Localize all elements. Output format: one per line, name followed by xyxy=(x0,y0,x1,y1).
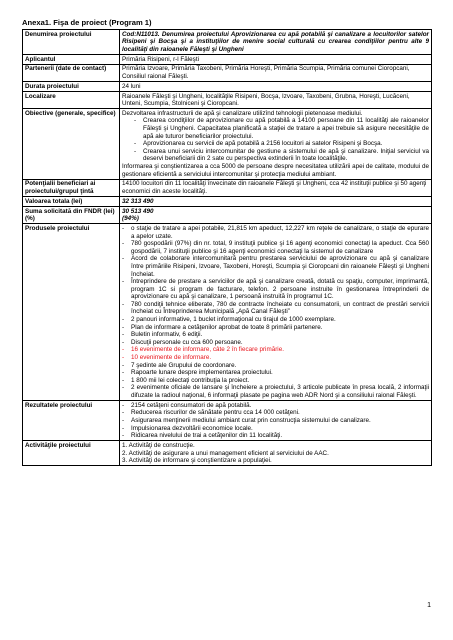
list-item: - Asigurarea menţinerii mediului ambiant curat prin construcţia sistemului de canalizare. xyxy=(122,417,429,425)
objective-item: Aprovizionarea cu servicii de apă potabilă a 2156 locuitori ai satelor Risipeni şi Bocşa. xyxy=(143,140,383,148)
row-label-produse: Produsele proiectului xyxy=(23,224,120,401)
objectives-intro: Dezvoltarea infrastructurii de apă şi canalizare utilizînd tehnologii pietenoase mediului. xyxy=(122,109,363,117)
product-item: 780 gospodării (97%) din nr. total, 9 instituţii publice şi 16 agenţi economici conectaţi la apeduct. Cca 560 gospodării, 7 instituţii publice şi 16 agenţi economici conectaţi la sistemul de canalizare xyxy=(131,240,429,255)
list-item: - 1 800 mii lei colectaţi contribuţia la proiect. xyxy=(122,377,429,385)
beneficiaries-value: 14100 locuitori din 11 localităţi învecinate din raioanele Făleşti şi Ungheni, cca 42 instituţii publice şi 50 agenţi economici din aceste localităţi. xyxy=(120,179,432,196)
activities-cell xyxy=(120,441,432,466)
product-item-highlighted: 16 evenimente de informare, câte 2 în fiecare primărie. xyxy=(131,346,284,354)
activity-item: 1. Activităţi de construcţie. xyxy=(122,441,195,449)
product-item: 7 şedinte ale Grupului de coordonare. xyxy=(131,361,237,369)
list-item: - o staţie de tratare a apei potabile, 21,815 km apeduct, 12,227 km reţele de canalizare, o staţie de epurare a apelor uzate. xyxy=(122,224,429,240)
list-item: - Plan de informare a cetăţenilor aprobat de toate 8 primării partenere. xyxy=(122,324,429,332)
project-sheet-table xyxy=(22,29,432,466)
list-item: - Ridicarea nivelului de trai a cetăţenilor din 11 localităţi. xyxy=(122,432,429,440)
requested-amount-cell xyxy=(120,206,432,223)
project-title: Cod:N11013. Denumirea proiectului Aprovizionarea cu apă potabilă şi canalizare a locuitorilor satelor Risipeni şi Bocşa şi a instituţiilor de menire social culturală cu crearea condiţiilor pentru alte 9 localităţi din raioanele Făleşti şi Ungheni xyxy=(120,30,432,55)
list-item: - Rapoarte lunare despre implementarea proiectului. xyxy=(122,369,429,377)
product-item: 1 800 mii lei colectaţi contribuţia la proiect. xyxy=(131,376,250,384)
list-item: - Discuţii personale cu cca 600 persoane. xyxy=(122,339,429,347)
location-value: Raioanele Făleşti şi Ungheni, localităţile Risipeni, Bocşa, Izvoare, Taxobeni, Grubna, Horeşti, Lucăceni, Unteni, Scumpia, Stolniceni şi Cioropcani. xyxy=(120,91,432,108)
list-item: - 780 condiţii tehnice eliberate, 780 de contracte încheiate cu consumatorii, un contract de prestări servicii încheiat cu Întreprinderea Municipală „Apă Canal Făleşti” xyxy=(122,300,429,316)
list-item: - 2 panouri informative, 1 buclet informaţional cu tirajul de 1000 exemplare. xyxy=(122,316,429,324)
row-label-denumire: Denumirea proiectului xyxy=(23,30,120,55)
list-item: - Acord de colaborare intercomunitară pentru prestarea serviciului de aprovizionare cu apă şi canalizare între primăriile Risipeni, Izvoare, Taxobeni, Horeşti, Scumpia şi Cioropcani din raioanele Făleşti şi Ungheni încheiat. xyxy=(122,255,429,278)
list-item: - 7 şedinte ale Grupului de coordonare. xyxy=(122,362,429,370)
list-item: - Întreprindere de prestare a serviciilor de apă şi canalizare creată, dotată cu spaţiu, computer, imprimantă, program 1C si program de facturare, telefon. 2 persoane instruite în gestionarea întreprinderii de aprovizionare cu apă şi canalizare, 1 persoană instruită în programul 1C. xyxy=(122,278,429,301)
partners-value: Primăria Izvoare, Primăria Taxobeni, Primăria Horeşti, Primăria Scumpia, Primăria comunei Cioropcani, Consiliul raional Făleşti. xyxy=(120,64,432,81)
table-row xyxy=(23,224,432,401)
products-cell xyxy=(120,224,432,401)
row-label-aplicant: Aplicantul xyxy=(23,54,120,64)
total-value: 32 313 490 xyxy=(120,197,432,207)
list-item-highlighted: - 16 evenimente de informare, câte 2 în fiecare primărie. xyxy=(122,346,429,354)
row-label-beneficiari: Potenţialii beneficiari ai proiectului/grupul ţintă xyxy=(23,179,120,196)
list-item: - Reducerea riscurilor de sănătate pentru cca 14 000 cetăţeni. xyxy=(122,409,429,417)
row-label-activitati: Activităţile proiectului xyxy=(23,441,120,466)
row-label-obiective: Obiective (generale, specifice) xyxy=(23,109,120,180)
objective-item: Crearea condiţiilor de aprovizionare cu apă potabilă a 14100 persoane din 11 localităţi ale raioanelor Făleşti şi Ungheni. Capacitatea planificată a staţiei de tratare a apei trebuie să asigure necesităţile de apă ale tuturor beneficiarilor proiectului. xyxy=(143,117,429,140)
objective-item: Crearea unui serviciu intercomunitar de gestiune a sistemului de apă şi canalizare. Iniţial serviciul va deservi beneficiarii din 2 sate cu perspectiva extinderii în toate localităţile. xyxy=(143,147,429,163)
product-item: 2 evenimente oficiale de lansare şi încheiere a proiectului, 3 articole publicate în presa locală, 2 informaţii difuzate la radioul naţional, 6 informaţii plasate pe pagina web ADR Nord şi a consiliului raional Făleşti. xyxy=(131,384,429,399)
objectives-outro: Informarea şi conştientizarea a cca 5000 de persoane despre necesitatea utilizării apei de calitate, modului de gestionare eficientă a serviciului intercomunitar şi protecţia mediului ambiant. xyxy=(122,163,429,178)
list-item: - Crearea condiţiilor de aprovizionare cu apă potabilă a 14100 persoane din 11 localităţi ale raioanelor Făleşti şi Ungheni. Capacitatea planificată a staţiei de tratare a apei trebuie să asigure necesităţile de apă ale tuturor beneficiarilor proiectului. xyxy=(134,117,429,140)
applicant-value: Primăria Risipeni, r-l Făleşti xyxy=(120,54,432,64)
list-item: - 2 evenimente oficiale de lansare şi încheiere a proiectului, 3 articole publicate în presa locală, 2 informaţii difuzate la radioul naţional, 6 informaţii plasate pe pagina web ADR Nord şi a consiliului raional Făleşti. xyxy=(122,384,429,399)
product-item: 2 panouri informative, 1 buclet informaţional cu tirajul de 1000 exemplare. xyxy=(131,316,336,324)
product-item: Discuţii personale cu cca 600 persoane. xyxy=(131,338,243,346)
result-item: Impulsionarea dezvoltării economice locale. xyxy=(131,424,253,432)
page-number: 1 xyxy=(427,602,431,609)
row-label-parteneri: Partenerii (date de contact) xyxy=(23,64,120,81)
row-label-localizare: Localizare xyxy=(23,91,120,108)
list-item: - Crearea unui serviciu intercomunitar de gestiune a sistemului de apă şi canalizare. Iniţial serviciul va deservi beneficiarii din 2 sate cu perspectiva extinderii în toate localităţile. xyxy=(134,147,429,163)
row-label-rezultate: Rezultatele proiectului xyxy=(23,401,120,441)
table-row xyxy=(23,197,432,207)
list-item: - Aprovizionarea cu servicii de apă potabilă a 2156 locuitori ai satelor Risipeni şi Bocşa. xyxy=(122,140,429,148)
duration-value: 24 luni xyxy=(120,82,432,92)
list-item: - 2154 cetăţeni consumatori de apă potabilă. xyxy=(122,402,429,410)
result-item: 2154 cetăţeni consumatori de apă potabilă. xyxy=(131,401,252,409)
list-item: - Buletin informativ, 6 ediţii. xyxy=(122,331,429,339)
table-row xyxy=(23,179,432,196)
result-item: Ridicarea nivelului de trai a cetăţenilor din 11 localităţi. xyxy=(131,432,283,440)
row-label-valoare: Valoarea totala (lei) xyxy=(23,197,120,207)
result-item: Reducerea riscurilor de sănătate pentru cca 14 000 cetăţeni. xyxy=(131,409,300,417)
table-row xyxy=(23,401,432,441)
row-label-suma: Suma solicitată din FNDR (lei) (%) xyxy=(23,206,120,223)
table-row xyxy=(23,30,432,55)
product-item: o staţie de tratare a apei potabile, 21,815 km apeduct, 12,227 km reţele de canalizare, o staţie de epurare a apelor uzate. xyxy=(131,224,429,240)
activity-item: 3. Activităţi de informare şi conştientizare a populaţiei. xyxy=(122,457,272,465)
requested-amount: 30 513 490 xyxy=(122,207,154,215)
table-row xyxy=(23,82,432,92)
product-item: Întreprindere de prestare a serviciilor de apă şi canalizare creată, dotată cu spaţiu, computer, imprimantă, program 1C si program de facturare, telefon. 2 persoane instruite în gestionarea întreprinderii de aprovizionare cu apă şi canalizare, 1 persoană instruită în programul 1C. xyxy=(131,278,429,301)
product-item: Buletin informativ, 6 ediţii. xyxy=(131,331,203,339)
list-item: - 780 gospodării (97%) din nr. total, 9 instituţii publice şi 16 agenţi economici conectaţi la apeduct. Cca 560 gospodării, 7 instituţii publice şi 16 agenţi economici conectaţi la sistemul de canalizare xyxy=(122,240,429,255)
product-item-highlighted: 10 evenimente de informare. xyxy=(131,354,212,362)
table-row xyxy=(23,109,432,180)
table-row xyxy=(23,206,432,223)
result-item: Asigurarea menţinerii mediului ambiant curat prin construcţia sistemului de canalizare. xyxy=(131,416,371,424)
table-row xyxy=(23,441,432,466)
results-cell xyxy=(120,401,432,441)
table-row xyxy=(23,54,432,64)
list-item: - Impulsionarea dezvoltării economice locale. xyxy=(122,425,429,433)
table-row xyxy=(23,64,432,81)
row-label-durata: Durata proiectului xyxy=(23,82,120,92)
product-item: Acord de colaborare intercomunitară pentru prestarea serviciului de aprovizionare cu apă şi canalizare între primăriile Risipeni, Izvoare, Taxobeni, Horeşti, Scumpia şi Cioropcani din raioanele Făleşti şi Ungheni încheiat. xyxy=(131,255,429,278)
list-item-highlighted: - 10 evenimente de informare. xyxy=(122,354,429,362)
requested-percent: (94%) xyxy=(122,215,139,223)
product-item: Plan de informare a cetăţenilor aprobat de toate 8 primării partenere. xyxy=(131,323,323,331)
activity-item: 2. Activităţi de asigurare a unui management eficient al serviciului de AAC. xyxy=(122,449,329,457)
document-heading: Anexa1. Fişa de proiect (Program 1) xyxy=(22,18,152,27)
objectives-cell xyxy=(120,109,432,180)
product-item: 780 condiţii tehnice eliberate, 780 de contracte încheiate cu consumatorii, un contract de prestări servicii încheiat cu Întreprinderea Municipală „Apă Canal Făleşti” xyxy=(131,300,429,316)
product-item: Rapoarte lunare despre implementarea proiectului. xyxy=(131,369,273,377)
table-row xyxy=(23,91,432,108)
